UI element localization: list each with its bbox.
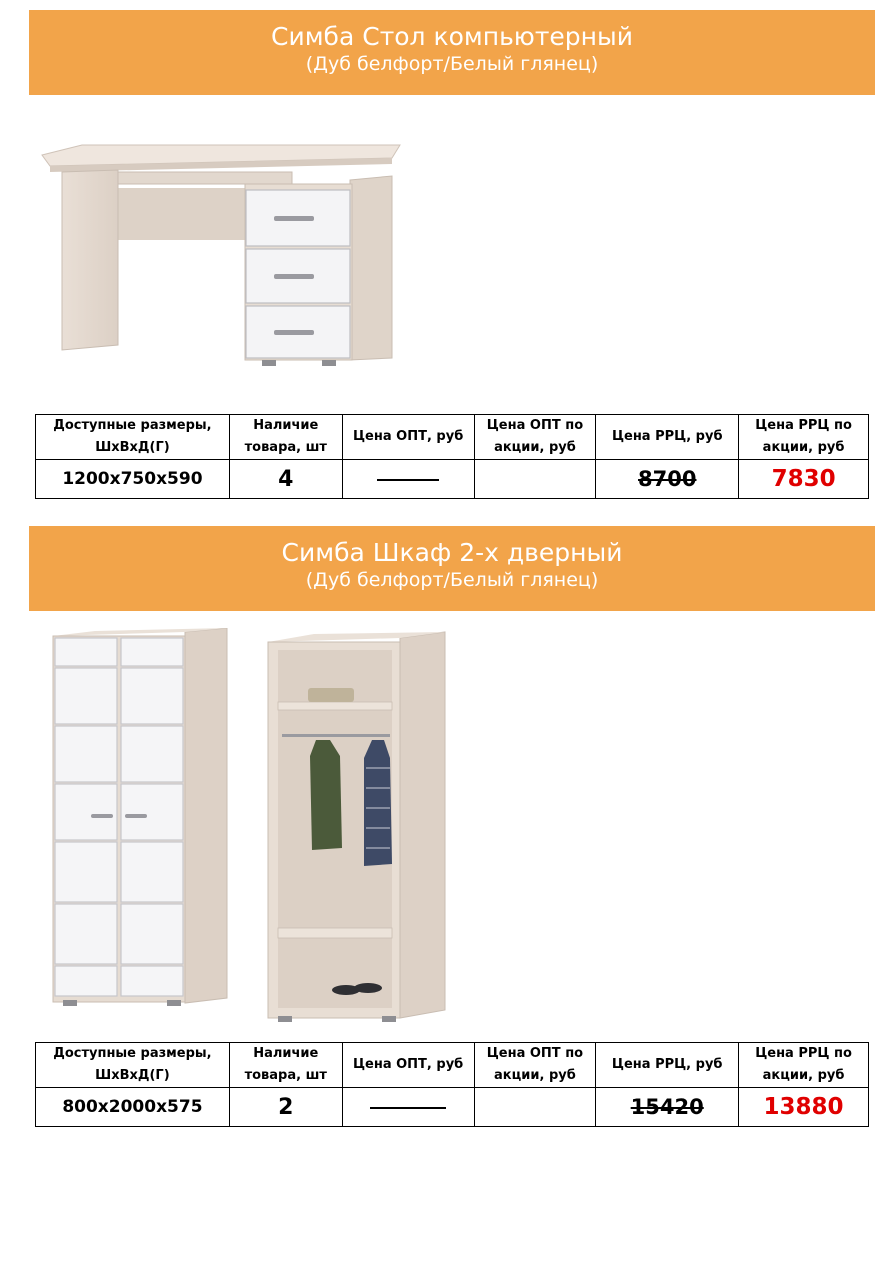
rrc-price-value: 15420 xyxy=(630,1095,704,1119)
stock-value: 4 xyxy=(278,466,294,492)
size-value: 800х2000х575 xyxy=(62,1097,203,1117)
header-opt-promo: Цена ОПТ по акции, руб xyxy=(474,1043,596,1088)
opt-promo-cell xyxy=(474,1088,596,1127)
desk-image xyxy=(40,140,402,376)
opt-price-cell xyxy=(342,460,474,499)
product-banner-wardrobe xyxy=(29,526,875,611)
product-title: Симба Стол компьютерный xyxy=(270,22,633,51)
rrc-price-cell xyxy=(596,1088,739,1127)
size-value: 1200х750х590 xyxy=(62,469,203,489)
product-subtitle: (Дуб белфорт/Белый глянец) xyxy=(305,53,599,75)
product-subtitle: (Дуб белфорт/Белый глянец) xyxy=(305,569,599,591)
stock-value: 2 xyxy=(278,1094,294,1120)
header-stock: Наличие товара, шт xyxy=(229,1043,342,1088)
wardrobe-open-image xyxy=(260,628,450,1023)
header-opt-price: Цена ОПТ, руб xyxy=(342,415,474,460)
stock-cell xyxy=(229,460,342,499)
header-rrc-promo: Цена РРЦ по акции, руб xyxy=(739,415,869,460)
size-cell xyxy=(36,1088,230,1127)
header-rrc-price: Цена РРЦ, руб xyxy=(596,1043,739,1088)
header-rrc-price: Цена РРЦ, руб xyxy=(596,415,739,460)
product-banner-desk xyxy=(29,10,875,95)
header-opt-price: Цена ОПТ, руб xyxy=(342,1043,474,1088)
wardrobe-closed-image xyxy=(45,628,235,1013)
rrc-promo-cell xyxy=(739,1088,869,1127)
dash-no-price xyxy=(370,1107,446,1109)
opt-promo-cell xyxy=(474,460,596,499)
size-cell xyxy=(36,460,230,499)
rrc-promo-value: 13880 xyxy=(763,1094,844,1120)
header-sizes: Доступные размеры, ШхВхД(Г) xyxy=(36,1043,230,1088)
rrc-price-value: 8700 xyxy=(638,467,697,491)
price-table-wardrobe xyxy=(35,1042,869,1127)
header-stock: Наличие товара, шт xyxy=(229,415,342,460)
price-table-desk xyxy=(35,414,869,499)
stock-cell xyxy=(229,1088,342,1127)
dash-no-price xyxy=(377,479,439,481)
opt-price-cell xyxy=(342,1088,474,1127)
header-opt-promo: Цена ОПТ по акции, руб xyxy=(474,415,596,460)
header-rrc-promo: Цена РРЦ по акции, руб xyxy=(739,1043,869,1088)
product-title: Симба Шкаф 2-х дверный xyxy=(281,538,623,567)
header-sizes: Доступные размеры, ШхВхД(Г) xyxy=(36,415,230,460)
rrc-price-cell xyxy=(596,460,739,499)
rrc-promo-value: 7830 xyxy=(771,466,836,492)
rrc-promo-cell xyxy=(739,460,869,499)
